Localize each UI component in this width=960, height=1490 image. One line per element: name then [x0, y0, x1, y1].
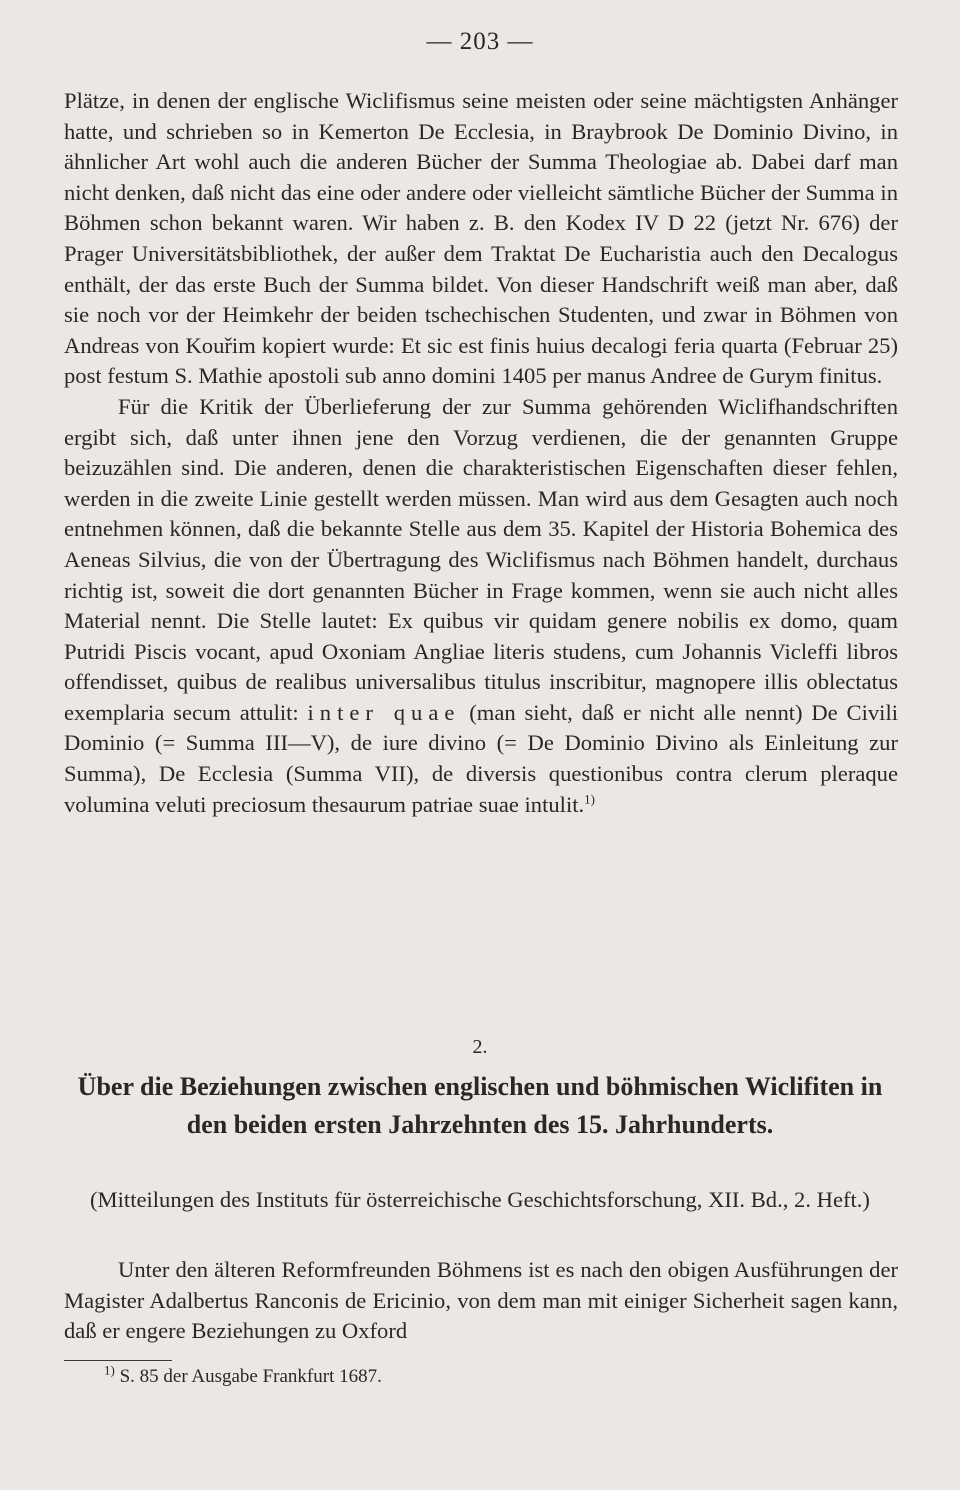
footnote [104, 1364, 382, 1390]
section-text [64, 1255, 898, 1347]
footnote-marker: 1) [584, 791, 595, 807]
paragraph-2-text: Für die Kritik der Überlieferung der zur Summa gehörenden Wiclifhandschriften ergibt sich, daß unter ihnen jene den Vorzug verdienen, die der genannten Gruppe beizuzählen sind. Die anderen, denen die charakteristischen Eigenschaften dieser fehlen, werden in die zweite Linie gestellt werden müssen. Man wird aus dem Gesagten auch noch entnehmen können, daß die bekannte Stelle aus dem 35. Kapitel der Historia Bohemica des Aeneas Silvius, die von der Übertragung des Wiclifismus nach Böhmen handelt, durchaus richtig ist, soweit die dort genannten Bücher in Frage kommen, wenn sie auch nicht alles Material nennt. Die Stelle lautet: Ex quibus vir quidam genere nobilis ex domo, quam Putridi Piscis vocant, apud Oxoniam Angliae literis studens, cum Johannis Vicleffi libros offendisset, quibus de realibus universalibus titulus inscribitur, magnopere illis oblectatus exemplaria secum attulit: [64, 393, 898, 725]
section-number: 2. [472, 1036, 488, 1058]
footnote-text: S. 85 der Ausgabe Frankfurt 1687. [119, 1366, 382, 1387]
section-source: (Mitteilungen des Instituts für österreichische Geschichtsforschung, XII. Bd., 2. Heft.) [90, 1187, 870, 1212]
footnote-divider [64, 1360, 172, 1361]
spaced-emphasis: inter quae [307, 699, 461, 725]
paragraph-3: Unter den älteren Reformfreunden Böhmens ist es nach den obigen Ausführungen der Magister Adalbertus Ranconis de Ericinio, von dem man mit einiger Sicherheit sagen kann, daß er engere Beziehungen zu Oxford [64, 1257, 898, 1344]
footnote-number: 1) [104, 1362, 115, 1378]
paragraph-2-text-end: (man sieht, daß er nicht alle nennt) De Civili Dominio (= Summa III—V), de iure divino (= De Dominio Divino als Einleitung zur Summa), De Ecclesia (Summa VII), de diversis questionibus contra clerum pleraque volumina veluti preciosum thesaurum patriae suae intulit. [64, 699, 899, 817]
main-text [64, 86, 898, 820]
paragraph-2 [64, 392, 898, 820]
page-number: — 203 — [426, 28, 534, 55]
section-title: Über die Beziehungen zwischen englischen und böhmischen Wiclifiten in den beiden ersten Jahrzehnten des 15. Jahrhunderts. [77, 1072, 883, 1139]
paragraph-1: Plätze, in denen der englische Wiclifismus seine meisten oder seine mächtigsten Anhänger hatte, und schrieben so in Kemerton De Ecclesia, in Braybrook De Dominio Divino, in ähnlicher Art wohl auch die anderen Bücher der Summa Theologiae ab. Dabei darf man nicht denken, daß nicht das eine oder andere oder vielleicht sämtliche Bücher der Summa in Böhmen schon bekannt waren. Wir haben z. B. den Kodex IV D 22 (jetzt Nr. 676) der Prager Universitätsbibliothek, der außer dem Traktat De Eucharistia auch den Decalogus enthält, der das erste Buch der Summa bildet. Von dieser Handschrift weiß man aber, daß sie noch vor der Heimkehr der beiden tschechischen Studenten, und zwar in Böhmen von Andreas von Kouřim kopiert wurde: Et sic est finis huius decalogi feria quarta (Februar 25) post festum S. Mathie apostoli sub anno domini 1405 per manus Andree de Gurym finitus. [64, 88, 898, 389]
